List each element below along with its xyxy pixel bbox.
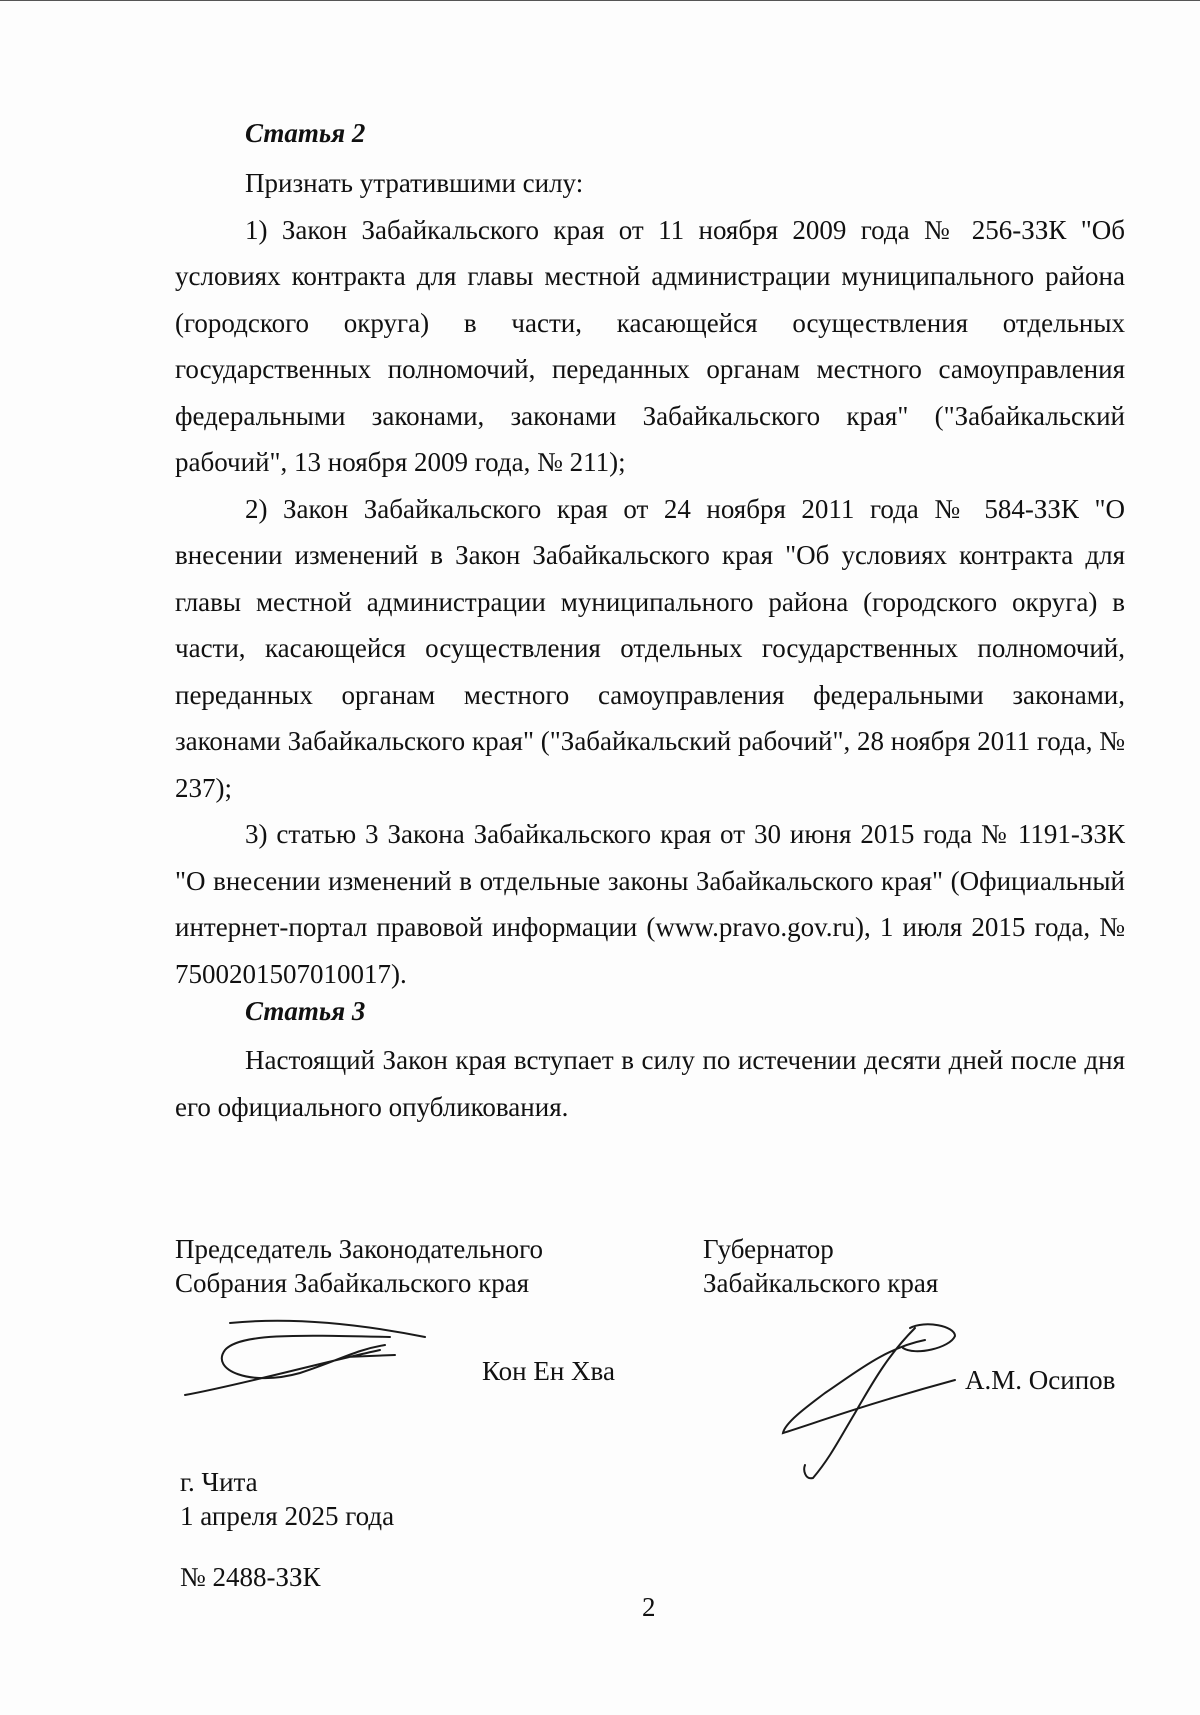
article-3-heading: Статья 3 [245, 996, 366, 1026]
right-signatory-name: А.М. Осипов [965, 1365, 1116, 1395]
article-2-body [175, 160, 1125, 997]
left-signatory-name: Кон Ен Хва [482, 1356, 615, 1386]
signing-city: г. Чита [180, 1467, 258, 1497]
article-2-item-3: 3) статью 3 Закона Забайкальского края от 30 июня 2015 года № 1191-ЗЗК "О внесении изменений в отдельные законы Забайкальского края" (Официальный интернет-портал правовой информации (www.pravo.gov.ru), 1 июля 2015 года, № 7500201507010017). [175, 819, 1125, 989]
scan-edge-line [0, 0, 1200, 5]
right-signature-icon [775, 1318, 975, 1483]
law-number: № 2488-ЗЗК [180, 1562, 321, 1592]
signing-date: 1 апреля 2025 года [180, 1501, 395, 1531]
page-number: 2 [642, 1592, 656, 1622]
article-2-item-2: 2) Закон Забайкальского края от 24 ноября 2011 года № 584-ЗЗК "О внесении изменений в Закон Забайкальского края "Об условиях контракта для главы местной администрации муниципального района (городского округа) в части, касающейся осуществления отдельных государственных полномочий, переданных органам местного самоуправления федеральными законами, законами Забайкальского края" ("Забайкальский рабочий", 28 ноября 2011 года, № 237); [175, 493, 1125, 803]
article-3-text: Настоящий Закон края вступает в силу по истечении десяти дней после дня его официального опубликования. [175, 1045, 1125, 1122]
article-2-heading: Статья 2 [245, 118, 366, 148]
article-2-item-1: 1) Закон Забайкальского края от 11 ноября 2009 года № 256-ЗЗК "Об условиях контракта для главы местной администрации муниципального района (городского округа) в части, касающейся осуществления отдельных государственных полномочий, переданных органам местного самоуправления федеральными законами, законами Забайкальского края" ("Забайкальский рабочий", 13 ноября 2009 года, № 211); [175, 214, 1125, 477]
right-signatory-title: Губернатор Забайкальского края [703, 1234, 939, 1298]
article-2-intro: Признать утратившими силу: [245, 168, 584, 198]
left-signatory-title: Председатель Законодательного Собрания Забайкальского края [175, 1234, 544, 1298]
left-signature-icon [180, 1315, 440, 1405]
article-3-body [175, 1037, 1125, 1130]
